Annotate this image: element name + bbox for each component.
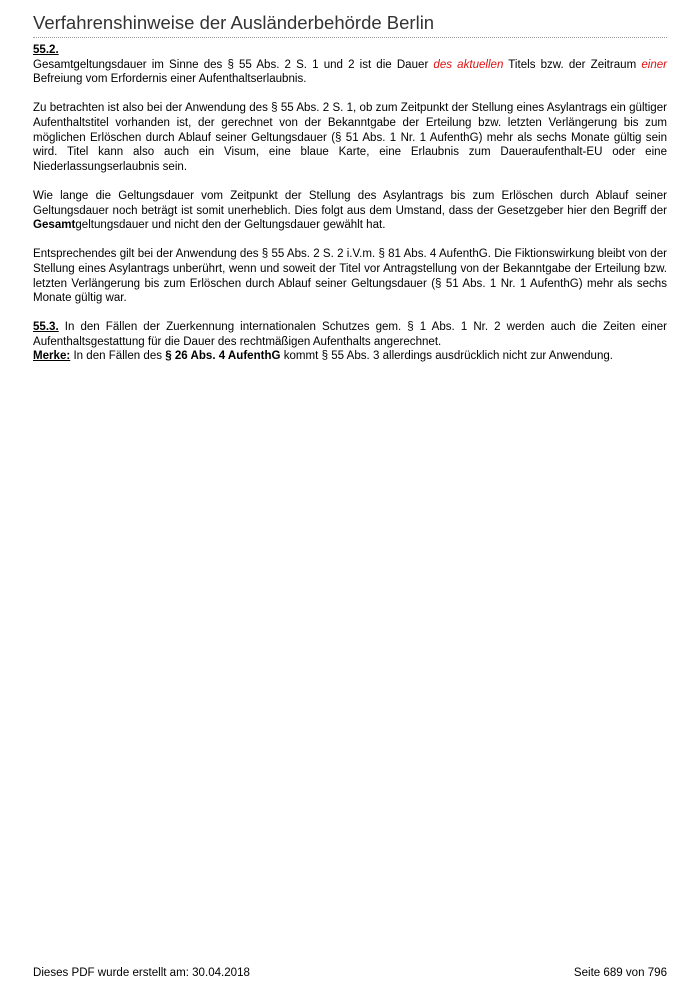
- highlight-text: des aktuellen: [433, 58, 504, 71]
- text-run: Wie lange die Geltungsdauer vom Zeitpunkt der Stellung des Asylantrags bis zum Erlöschen durch Ablauf seiner Geltungsdauer noch beträgt ist somit unerheblich. Dies folgt aus dem Umstand, dass der Gesetzgeber hier den Begriff der: [33, 189, 667, 217]
- bold-text: § 26 Abs. 4 AufenthG: [165, 350, 281, 363]
- section-number-55-2: [33, 43, 667, 58]
- paragraph-55-2-2: Zu betrachten ist also bei der Anwendung des § 55 Abs. 2 S. 1, ob zum Zeitpunkt der Stellung eines Asylantrags ein gültiger Aufenthaltstitel vorhanden ist, der gerechnet von der Bekanntgabe der Erteilung bzw. letzten Verlängerung bis zum möglichen Erlöschen durch Ablauf seiner Geltungsdauer (§ 51 Abs. 1 Nr. 1 AufenthG) mehr als sechs Monate gültig sein wird. Titel kann also auch ein Visum, eine blaue Karte, eine Erlaubnis zum Daueraufenthalt-EU oder eine Niederlassungserlaubnis sein.: [33, 102, 667, 173]
- text-run: In den Fällen der Zuerkennung internationalen Schutzes gem. § 1 Abs. 1 Nr. 2 werden auch die Zeiten einer Aufenthaltsgestattung für die Dauer des rechtmäßigen Aufenthalts angerechnet.: [33, 321, 667, 348]
- highlight-text: einer: [641, 58, 668, 71]
- paragraph-55-2-3: [33, 189, 667, 233]
- document-body: [33, 43, 667, 364]
- text-run: Gesamtgeltungsdauer im Sinne des § 55 Abs. 2 S. 1 und 2 ist die Dauer: [33, 58, 434, 71]
- text-run: kommt § 55 Abs. 3 allerdings ausdrücklich nicht zur Anwendung.: [280, 350, 614, 363]
- section-number: 55.3.: [33, 321, 59, 334]
- merke-label: Merke:: [33, 350, 71, 363]
- paragraph-55-3-1: [33, 320, 667, 349]
- text-run: geltungsdauer und nicht den der Geltungsdauer gewählt hat.: [75, 219, 386, 232]
- page-header: [33, 12, 667, 38]
- text-run: In den Fällen des: [70, 350, 166, 363]
- paragraph-55-2-4: Entsprechendes gilt bei der Anwendung des § 55 Abs. 2 S. 2 i.V.m. § 81 Abs. 4 AufenthG. Die Fiktionswirkung bleibt von der Stellung eines Asylantrags unberührt, wenn und soweit der Titel vor Antragstellung von der Bekanntgabe der Erteilung bzw. letzten Verlängerung bis zum Erlöschen durch Ablauf seiner Geltungsdauer (§ 51 Abs. 1 Nr. 1 AufenthG) mehr als sechs Monate gültig war.: [33, 248, 667, 305]
- section-number: 55.2.: [33, 44, 59, 56]
- text-run: Befreiung vom Erfordernis einer Aufenthaltserlaubnis.: [33, 73, 307, 86]
- bold-text: Gesamt: [33, 219, 76, 232]
- text-run: Titels bzw. der Zeitraum: [503, 58, 642, 71]
- page-title: Verfahrenshinweise der Ausländerbehörde Berlin: [33, 12, 435, 33]
- merke-note: [33, 349, 667, 364]
- footer-page-number: Seite 689 von 796: [573, 967, 667, 979]
- paragraph-55-2-1: [33, 58, 667, 87]
- footer-created-date: Dieses PDF wurde erstellt am: 30.04.2018: [33, 967, 250, 979]
